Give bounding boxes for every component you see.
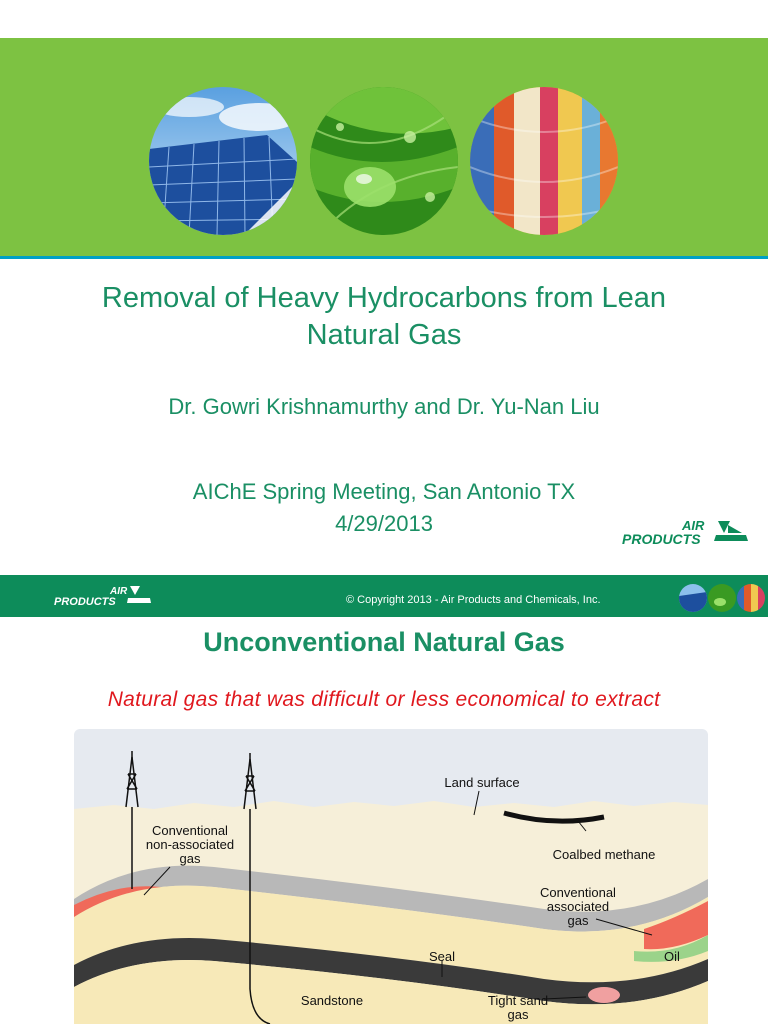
authors: Dr. Gowri Krishnamurthy and Dr. Yu-Nan Liu [168,394,600,419]
fabric-thumbnail-icon [737,584,765,612]
slide-title: Unconventional Natural Gas [203,627,565,657]
label-conventional-assoc-2: associated [546,899,610,914]
label-conventional-nonassoc-1: Conventional [152,823,228,838]
label-conventional-assoc-3: gas [567,913,589,928]
leaf-water-drop-image [310,87,458,235]
presentation-title [0,280,768,354]
label-land-surface: Land surface [444,775,520,790]
copyright-notice: © Copyright 2013 - Air Products and Chemicals, Inc. [346,594,601,606]
top-margin [0,0,768,38]
banner-divider [0,256,768,264]
label-tight-sand-1: Tight sand [487,993,549,1008]
leaf-thumbnail-icon [708,584,736,612]
logo-small-air: AIR [110,586,128,597]
slide-subtitle: Natural gas that was difficult or less economical to extract [107,688,661,711]
logo-text-air: AIR [682,518,705,533]
label-conventional-nonassoc-3: gas [179,851,201,866]
logo-small-products: PRODUCTS [54,596,116,608]
label-sandstone: Sandstone [300,993,364,1008]
colorful-fabric-image [470,87,618,235]
title-line-2: Natural Gas [306,319,462,351]
label-oil: Oil [664,949,680,964]
label-seal: Seal [428,949,456,964]
label-tight-sand-2: gas [507,1007,529,1022]
label-coalbed-methane: Coalbed methane [552,847,656,862]
label-conventional-nonassoc-2: non-associated [145,837,235,852]
title-line-1: Removal of Heavy Hydrocarbons from Lean [101,282,667,314]
solar-thumbnail-icon [679,584,707,612]
solar-panel-image [149,87,297,235]
air-products-logo [620,517,750,549]
air-products-logo-small [54,583,154,609]
label-conventional-assoc-1: Conventional [540,885,616,900]
geology-diagram [74,729,708,1024]
meeting-date: 4/29/2013 [335,511,433,536]
logo-text-products: PRODUCTS [622,531,701,547]
meeting-name: AIChE Spring Meeting, San Antonio TX [192,479,576,504]
